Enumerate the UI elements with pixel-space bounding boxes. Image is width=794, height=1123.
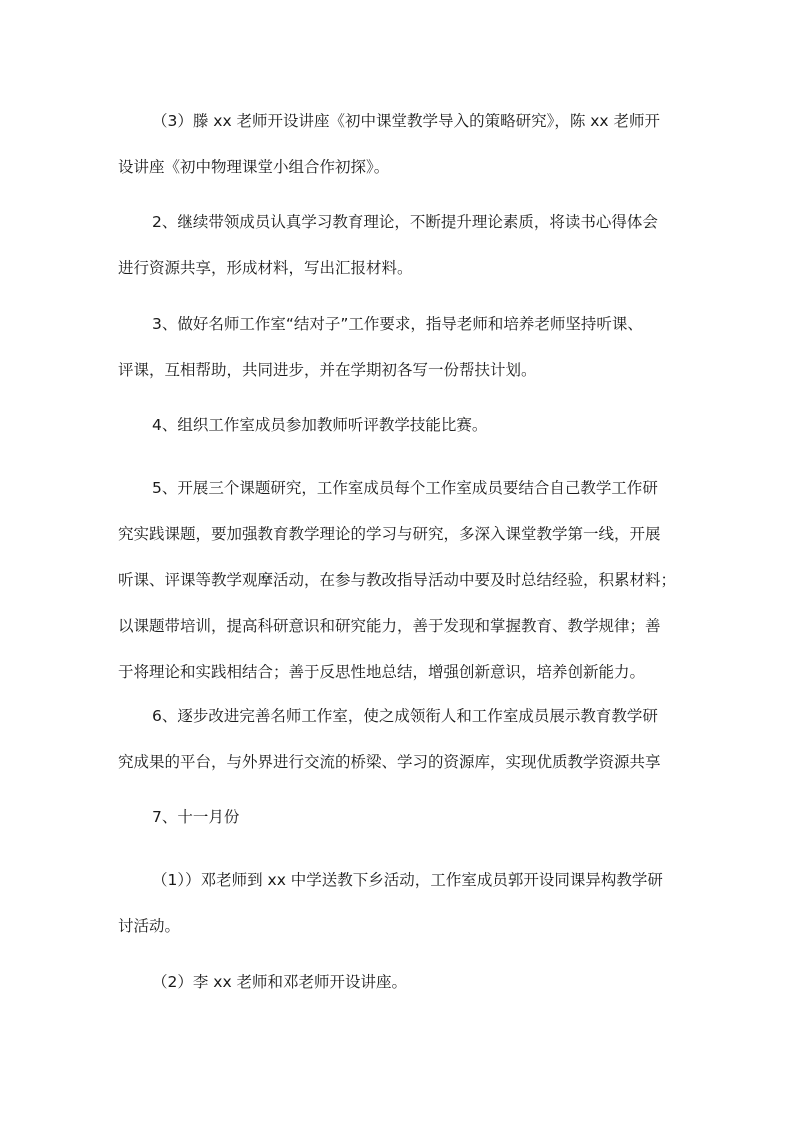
paragraph-item-2 — [118, 199, 678, 291]
paragraph-item-7 — [118, 794, 678, 840]
paragraph-november-1 — [118, 857, 678, 949]
paragraph-item-6 — [118, 693, 678, 785]
text-line: 设讲座《初中物理课堂小组合作初探》。 — [118, 158, 390, 176]
text-line: 6、逐步改进完善名师工作室，使之成领衔人和工作室成员展示教育教学研 — [152, 707, 658, 725]
text-line: 评课，互相帮助，共同进步，并在学期初各写一份帮扶计划。 — [118, 361, 537, 379]
text-line: （1））邓老师到 xx 中学送教下乡活动，工作室成员郭开设同课异构教学研 — [152, 871, 663, 889]
paragraph-item-5 — [118, 465, 678, 695]
paragraph-november-2 — [118, 959, 678, 1005]
text-line: （3）滕 xx 老师开设讲座《初中课堂教学导入的策略研究》，陈 xx 老师开 — [152, 112, 661, 130]
text-line: 以课题带培训，提高科研意识和研究能力，善于发现和掌握教育、教学规律；善 — [118, 617, 661, 635]
text-line: （2）李 xx 老师和邓老师开设讲座。 — [152, 973, 408, 991]
text-line: 于将理论和实践相结合；善于反思性地总结，增强创新意识，培养创新能力。 — [118, 663, 646, 681]
text-line: 听课、评课等教学观摩活动，在参与教改指导活动中要及时总结经验，积累材料； — [118, 571, 677, 589]
paragraph-lecture-3 — [118, 98, 678, 190]
text-line: 究实践课题，要加强教育教学理论的学习与研究，多深入课堂教学第一线，开展 — [118, 525, 661, 543]
text-line: 究成果的平台，与外界进行交流的桥梁、学习的资源库，实现优质教学资源共享 — [118, 753, 661, 771]
text-line: 讨活动。 — [118, 917, 181, 935]
text-line: 7、十一月份 — [152, 808, 240, 826]
paragraph-item-4 — [118, 402, 678, 448]
text-line: 5、开展三个课题研究，工作室成员每个工作室成员要结合自己教学工作研 — [152, 479, 658, 497]
text-line: 3、做好名师工作室“结对子”工作要求，指导老师和培养老师坚持听课、 — [152, 315, 643, 333]
text-line: 4、组织工作室成员参加教师听评教学技能比赛。 — [152, 416, 488, 434]
text-line: 2、继续带领成员认真学习教育理论，不断提升理论素质，将读书心得体会 — [152, 213, 658, 231]
paragraph-item-3 — [118, 301, 678, 393]
text-line: 进行资源共享，形成材料，写出汇报材料。 — [118, 259, 413, 277]
